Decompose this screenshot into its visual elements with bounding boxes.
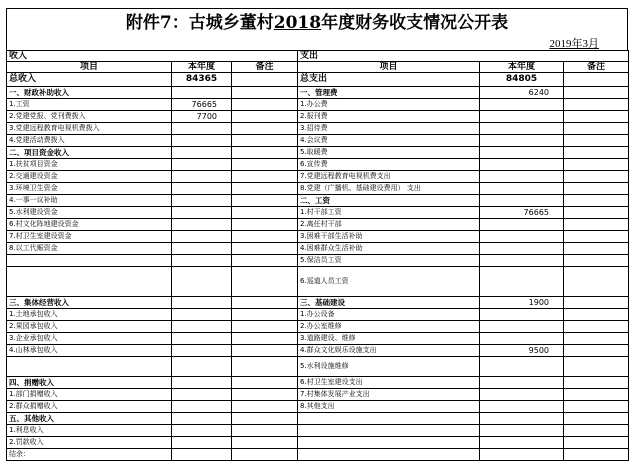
expense-amount-cell [480, 401, 564, 413]
expense-note-cell [564, 255, 629, 267]
income-item-cell: 1.扶贫项目资金 [7, 159, 172, 171]
title-year: 2018 [273, 13, 322, 33]
expense-note-cell [564, 413, 629, 425]
expense-note-cell [564, 297, 629, 309]
expense-item-cell [298, 449, 480, 461]
income-amount-cell [172, 87, 232, 99]
income-item-cell: 2.交通建设资金 [7, 171, 172, 183]
expense-note-cell [564, 267, 629, 297]
col-note-expense: 备注 [564, 62, 629, 73]
col-amount-expense: 本年度 [480, 62, 564, 73]
income-item-cell: 5.水利建设资金 [7, 207, 172, 219]
expense-item-cell: 8.党建（广播机、基础建设费用） 支出 [298, 183, 480, 195]
income-amount-cell [172, 377, 232, 389]
expense-note-cell [564, 333, 629, 345]
income-amount-cell [172, 135, 232, 147]
expense-item-cell: 4.困难群众生活补助 [298, 243, 480, 255]
income-note-cell [232, 377, 298, 389]
income-note-cell [232, 449, 298, 461]
income-amount-cell [172, 159, 232, 171]
finance-sheet [6, 8, 628, 470]
income-amount-cell [172, 267, 232, 297]
income-note-cell [232, 297, 298, 309]
income-amount-cell [172, 243, 232, 255]
table-row [7, 297, 629, 309]
expense-note-cell [564, 219, 629, 231]
income-item-cell: 1.部门捐赠收入 [7, 389, 172, 401]
expense-item-cell: 4.会议费 [298, 135, 480, 147]
income-note-cell [232, 99, 298, 111]
table-row [7, 321, 629, 333]
col-item-expense: 项目 [298, 62, 480, 73]
expense-note-cell [564, 147, 629, 159]
expense-note-cell [564, 357, 629, 377]
income-label: 收入 [7, 51, 298, 62]
income-note-cell [232, 195, 298, 207]
income-item-cell [7, 255, 172, 267]
expense-amount-cell [480, 135, 564, 147]
income-amount-cell [172, 123, 232, 135]
expense-label: 支出 [298, 51, 629, 62]
table-row [7, 255, 629, 267]
expense-item-cell: 3.道路建设、维修 [298, 333, 480, 345]
income-note-cell [232, 389, 298, 401]
income-item-cell: 3.党建远程教育电视机费拨入 [7, 123, 172, 135]
income-item-cell: 1.工资 [7, 99, 172, 111]
expense-item-cell: 7.党建远程教育电视机费支出 [298, 171, 480, 183]
income-item-cell: 一、财政补助收入 [7, 87, 172, 99]
expense-note-cell [564, 171, 629, 183]
column-header-row [7, 62, 629, 73]
expense-amount-cell [480, 183, 564, 195]
income-note-cell [232, 231, 298, 243]
income-item-cell: 7.村卫生室建设资金 [7, 231, 172, 243]
expense-note-cell [564, 231, 629, 243]
income-note-cell [232, 255, 298, 267]
expense-note-cell [564, 309, 629, 321]
expense-item-cell: 二、工资 [298, 195, 480, 207]
expense-amount-cell [480, 159, 564, 171]
col-item-income: 项目 [7, 62, 172, 73]
expense-amount-cell [480, 321, 564, 333]
expense-amount-cell [480, 231, 564, 243]
expense-item-cell: 2.办公室维修 [298, 321, 480, 333]
income-note-cell [232, 207, 298, 219]
expense-amount-cell [480, 195, 564, 207]
income-amount-cell: 76665 [172, 99, 232, 111]
expense-amount-cell [480, 123, 564, 135]
table-row [7, 437, 629, 449]
income-item-cell: 四、捐赠收入 [7, 377, 172, 389]
finance-table [6, 50, 629, 461]
expense-item-cell: 3.招待费 [298, 123, 480, 135]
income-amount-cell [172, 321, 232, 333]
table-row [7, 147, 629, 159]
expense-note-cell [564, 183, 629, 195]
income-note-cell [232, 333, 298, 345]
income-amount-cell [172, 345, 232, 357]
table-row [7, 183, 629, 195]
expense-item-cell: 1.办公费 [298, 99, 480, 111]
title-prefix: 附件7：古城乡董村 [125, 13, 274, 33]
income-amount-cell [172, 171, 232, 183]
income-note-cell [232, 309, 298, 321]
total-income-value: 84365 [172, 73, 232, 87]
income-item-cell: 4.党建活动费拨入 [7, 135, 172, 147]
title-suffix: 年度财务收支情况公开表 [321, 13, 509, 33]
table-row [7, 219, 629, 231]
table-row [7, 425, 629, 437]
income-item-cell: 结余： [7, 449, 172, 461]
total-row [7, 73, 629, 87]
expense-item-cell: 6.村卫生室建设支出 [298, 377, 480, 389]
expense-item-cell: 三、基础建设 [298, 297, 480, 309]
income-amount-cell [172, 183, 232, 195]
expense-amount-cell [480, 425, 564, 437]
table-row [7, 171, 629, 183]
income-note-cell [232, 267, 298, 297]
expense-note-cell [564, 111, 629, 123]
income-note-cell [232, 345, 298, 357]
table-row [7, 333, 629, 345]
total-income-label: 总收入 [7, 73, 172, 87]
income-note-cell [232, 159, 298, 171]
expense-amount-cell: 6240 [480, 87, 564, 99]
table-row [7, 357, 629, 377]
expense-note-cell [564, 123, 629, 135]
expense-item-cell [298, 413, 480, 425]
expense-amount-cell [480, 267, 564, 297]
expense-amount-cell: 1900 [480, 297, 564, 309]
income-item-cell: 3.环境卫生资金 [7, 183, 172, 195]
income-note-cell [232, 171, 298, 183]
expense-amount-cell [480, 437, 564, 449]
income-item-cell: 2.罚款收入 [7, 437, 172, 449]
expense-note-cell [564, 437, 629, 449]
table-row [7, 195, 629, 207]
expense-amount-cell [480, 219, 564, 231]
income-amount-cell [172, 449, 232, 461]
income-item-cell: 8.以工代赈资金 [7, 243, 172, 255]
table-row [7, 449, 629, 461]
total-expense-label: 总支出 [298, 73, 480, 87]
income-amount-cell [172, 219, 232, 231]
income-amount-cell [172, 231, 232, 243]
income-item-cell: 2.果园承包收入 [7, 321, 172, 333]
income-amount-cell [172, 437, 232, 449]
income-item-cell: 2.群众捐赠收入 [7, 401, 172, 413]
income-note-cell [232, 147, 298, 159]
table-row [7, 123, 629, 135]
table-row [7, 87, 629, 99]
income-note-cell [232, 87, 298, 99]
income-amount-cell [172, 207, 232, 219]
expense-note-cell [564, 159, 629, 171]
expense-amount-cell [480, 255, 564, 267]
income-amount-cell: 7700 [172, 111, 232, 123]
expense-item-cell: 8.其他支出 [298, 401, 480, 413]
expense-item-cell: 1.村干部工资 [298, 207, 480, 219]
expense-item-cell: 5.取暖费 [298, 147, 480, 159]
income-amount-cell [172, 147, 232, 159]
expense-amount-cell: 76665 [480, 207, 564, 219]
expense-note-cell [564, 195, 629, 207]
expense-item-cell: 4.群众文化娱乐设施支出 [298, 345, 480, 357]
report-date: 2019年3月 [549, 38, 599, 50]
income-note-cell [232, 413, 298, 425]
income-amount-cell [172, 255, 232, 267]
income-note-cell [232, 183, 298, 195]
income-note-cell [232, 135, 298, 147]
expense-item-cell: 5.保洁员工资 [298, 255, 480, 267]
expense-item-cell: 2.报刊费 [298, 111, 480, 123]
total-income-note [232, 73, 298, 87]
income-note-cell [232, 437, 298, 449]
total-expense-note [564, 73, 629, 87]
expense-amount-cell [480, 413, 564, 425]
expense-amount-cell [480, 357, 564, 377]
income-item-cell: 1.利息收入 [7, 425, 172, 437]
expense-amount-cell: 9500 [480, 345, 564, 357]
income-note-cell [232, 425, 298, 437]
table-row [7, 207, 629, 219]
expense-note-cell [564, 425, 629, 437]
expense-note-cell [564, 389, 629, 401]
income-amount-cell [172, 297, 232, 309]
table-row [7, 389, 629, 401]
table-row [7, 111, 629, 123]
income-amount-cell [172, 389, 232, 401]
expense-item-cell: 6.宣传费 [298, 159, 480, 171]
income-amount-cell [172, 195, 232, 207]
expense-note-cell [564, 345, 629, 357]
expense-amount-cell [480, 333, 564, 345]
income-item-cell: 1.土地承包收入 [7, 309, 172, 321]
income-note-cell [232, 111, 298, 123]
expense-item-cell: 5.水利设施维修 [298, 357, 480, 377]
income-note-cell [232, 219, 298, 231]
table-row [7, 401, 629, 413]
expense-note-cell [564, 135, 629, 147]
income-note-cell [232, 243, 298, 255]
expense-item-cell: 7.村集体发展产业支出 [298, 389, 480, 401]
total-expense-value: 84805 [480, 73, 564, 87]
expense-item-cell [298, 437, 480, 449]
expense-amount-cell [480, 243, 564, 255]
table-row [7, 231, 629, 243]
expense-amount-cell [480, 99, 564, 111]
col-amount-income: 本年度 [172, 62, 232, 73]
income-amount-cell [172, 401, 232, 413]
expense-amount-cell [480, 147, 564, 159]
expense-amount-cell [480, 449, 564, 461]
income-item-cell [7, 267, 172, 297]
expense-amount-cell [480, 389, 564, 401]
expense-amount-cell [480, 309, 564, 321]
income-amount-cell [172, 357, 232, 377]
date-row [6, 38, 628, 50]
expense-amount-cell [480, 111, 564, 123]
income-note-cell [232, 123, 298, 135]
expense-item-cell: 1.办公设备 [298, 309, 480, 321]
income-amount-cell [172, 425, 232, 437]
expense-item-cell [298, 425, 480, 437]
income-item-cell: 3.企业承包收入 [7, 333, 172, 345]
table-row [7, 413, 629, 425]
expense-item-cell: 3.困难干部生活补助 [298, 231, 480, 243]
income-note-cell [232, 401, 298, 413]
table-row [7, 135, 629, 147]
income-note-cell [232, 357, 298, 377]
income-item-cell: 三、集体经营收入 [7, 297, 172, 309]
table-row [7, 243, 629, 255]
income-item-cell [7, 357, 172, 377]
table-row [7, 309, 629, 321]
expense-note-cell [564, 377, 629, 389]
expense-note-cell [564, 449, 629, 461]
income-amount-cell [172, 333, 232, 345]
table-row [7, 267, 629, 297]
income-item-cell: 五、其他收入 [7, 413, 172, 425]
income-note-cell [232, 321, 298, 333]
section-header-row [7, 51, 629, 62]
expense-item-cell: 2.离任村干部 [298, 219, 480, 231]
expense-note-cell [564, 401, 629, 413]
expense-note-cell [564, 99, 629, 111]
income-item-cell: 6.村文化阵地建设资金 [7, 219, 172, 231]
col-note-income: 备注 [232, 62, 298, 73]
expense-note-cell [564, 207, 629, 219]
expense-item-cell: 6.巡道人员工资 [298, 267, 480, 297]
table-row [7, 159, 629, 171]
table-row [7, 377, 629, 389]
expense-note-cell [564, 87, 629, 99]
income-item-cell: 2.党建党报、党刊费拨入 [7, 111, 172, 123]
expense-item-cell: 一、管理费 [298, 87, 480, 99]
expense-note-cell [564, 321, 629, 333]
expense-amount-cell [480, 377, 564, 389]
table-row [7, 99, 629, 111]
income-amount-cell [172, 413, 232, 425]
expense-note-cell [564, 243, 629, 255]
income-item-cell: 4.一事一议补助 [7, 195, 172, 207]
table-row [7, 345, 629, 357]
expense-amount-cell [480, 171, 564, 183]
income-item-cell: 4.山林承包收入 [7, 345, 172, 357]
page-title [6, 8, 628, 38]
income-amount-cell [172, 309, 232, 321]
income-item-cell: 二、项目资金收入 [7, 147, 172, 159]
